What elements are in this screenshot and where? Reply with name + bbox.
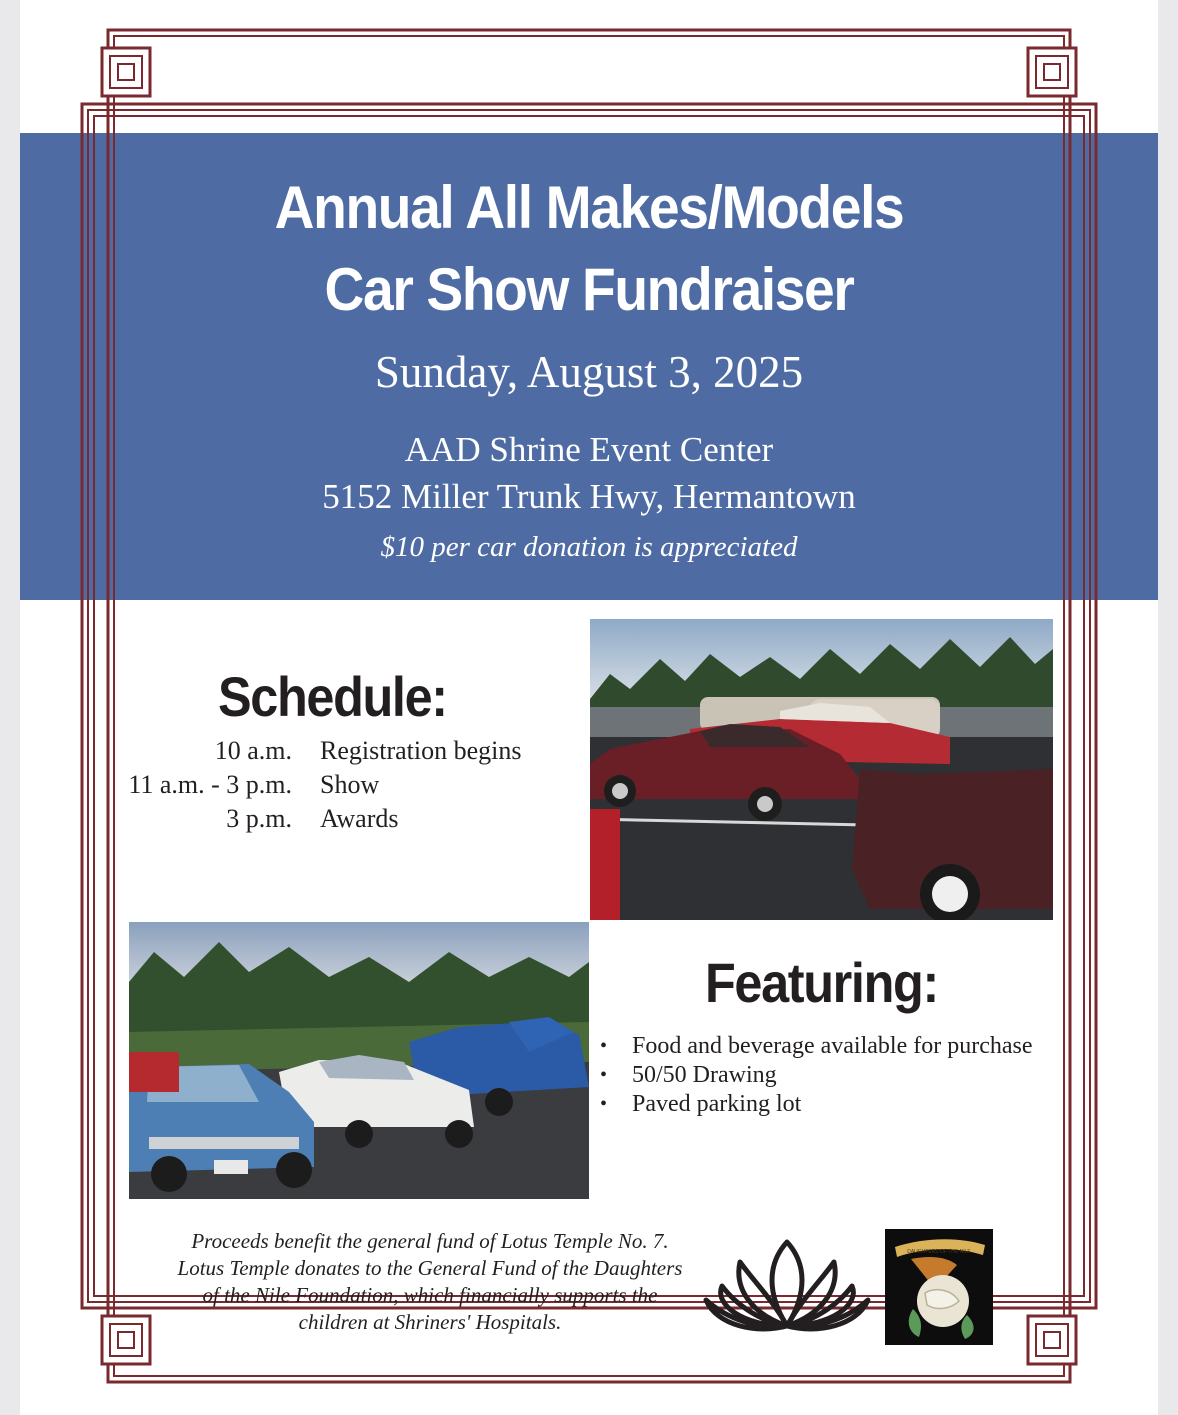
featuring-heading: Featuring:: [705, 951, 938, 1014]
venue-address: 5152 Miller Trunk Hwy, Hermantown: [322, 477, 856, 516]
proceeds-statement: [170, 1228, 690, 1336]
event-title-line-1: Annual All Makes/Models: [274, 174, 904, 241]
proceeds-line: Proceeds benefit the general fund of Lotus Temple No. 7.: [191, 1229, 669, 1253]
bullet-icon: •: [600, 1093, 608, 1115]
list-item: [600, 1061, 1033, 1090]
featuring-item-text: Food and beverage available for purchase: [632, 1033, 1033, 1059]
bullet-icon: •: [600, 1035, 608, 1057]
donation-note: $10 per car donation is appreciated: [380, 531, 798, 563]
classic-cars-photo: [590, 619, 1053, 920]
daughters-of-the-nile-emblem: [885, 1229, 993, 1345]
list-item: [600, 1032, 1033, 1061]
lotus-logo-icon: [702, 1234, 872, 1336]
proceeds-line: of the Nile Foundation, which financially supports the: [202, 1283, 658, 1307]
featuring-item-text: Paved parking lot: [632, 1091, 802, 1117]
vintage-cars-photo: [129, 922, 589, 1199]
schedule-event: Show: [320, 770, 380, 799]
schedule-time: 10 a.m.: [214, 736, 292, 765]
event-date: Sunday, August 3, 2025: [374, 347, 804, 397]
schedule-time: 11 a.m. - 3 p.m.: [128, 770, 292, 799]
list-item: [600, 1090, 1033, 1119]
proceeds-line: children at Shriners' Hospitals.: [298, 1310, 562, 1334]
schedule-event: Awards: [320, 804, 399, 833]
car-show-photo-2: [129, 922, 589, 1199]
featuring-item-text: 50/50 Drawing: [632, 1062, 777, 1088]
schedule-time: 3 p.m.: [226, 804, 292, 833]
proceeds-line: Lotus Temple donates to the General Fund of the Daughters: [177, 1256, 683, 1280]
event-title-line-2: Car Show Fundraiser: [324, 256, 854, 323]
schedule-event: Registration begins: [320, 736, 522, 765]
featuring-list: [600, 1032, 1033, 1119]
venue-name: AAD Shrine Event Center: [404, 430, 774, 469]
schedule-heading: Schedule:: [218, 665, 447, 728]
bullet-icon: •: [600, 1064, 608, 1086]
emblem-text: DAUGHTERS OF THE NILE: [907, 1249, 971, 1255]
emblem-graphic: [885, 1229, 993, 1345]
car-show-photo-1: [590, 619, 1053, 920]
